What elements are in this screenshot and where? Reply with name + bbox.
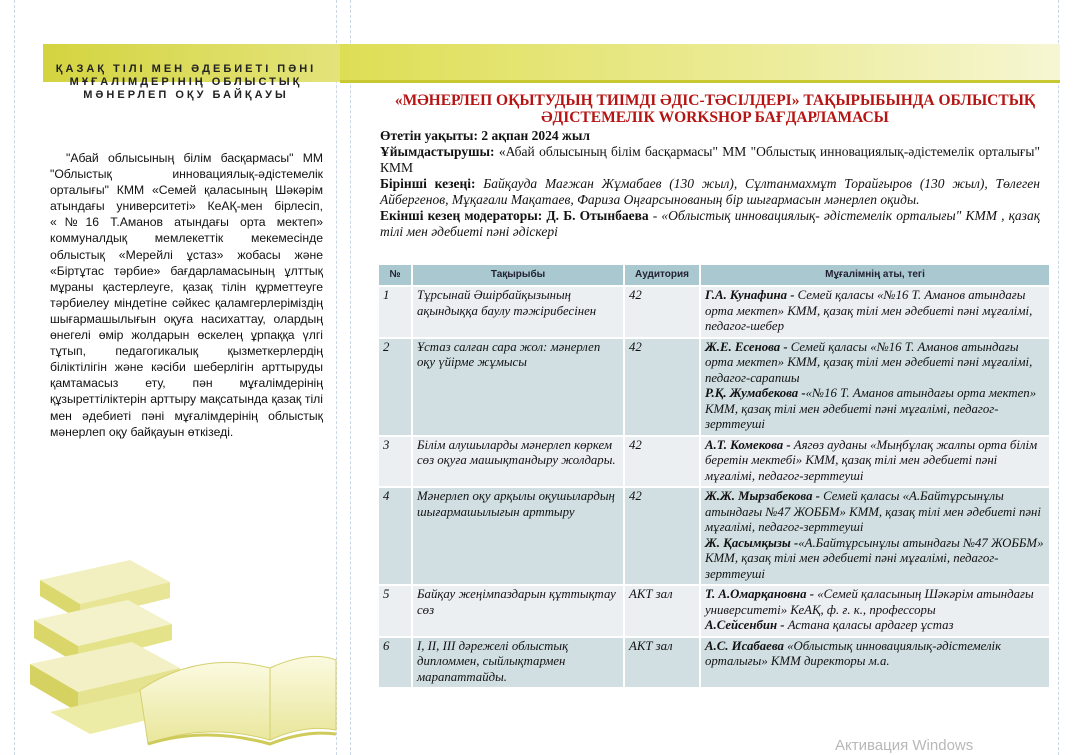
row-num: 2 — [378, 338, 412, 436]
stage1-label: Бірінші кезеңі: — [380, 176, 476, 191]
row-teachers — [700, 338, 1050, 436]
teacher-entry — [705, 386, 1045, 433]
row-num: 5 — [378, 585, 412, 637]
organizer-value: «Абай облысының білім басқармасы" ММ "Облыстық инновациялық-әдістемелік орталығы" КММ — [380, 144, 1041, 175]
stage2-value: - «Облыстық инновациялық- әдістемелік орталығы" КММ , қазақ тілі мен әдебиеті пәні әдіскері — [380, 208, 1041, 239]
contest-title: ҚАЗАҚ ТІЛІ МЕН ӘДЕБИЕТІ ПӘНІ МҰҒАЛІМДЕРІНІҢ ОБЛЫСТЫҚ МӘНЕРЛЕП ОҚУ БАЙҚАУЫ — [55, 63, 317, 101]
teacher-description: «Облыстық инновациялық-әдістемелік орталығы» КММ директоры м.а. — [705, 638, 1002, 668]
main-header-bar — [340, 44, 1060, 82]
date-line — [380, 128, 1040, 144]
row-topic: Ұстаз салған сара жол: мәнерлеп оқу үйірме жұмысы — [412, 338, 624, 436]
organizer-label: Ұйымдастырушы: — [380, 144, 495, 159]
row-auditorium: 42 — [624, 487, 700, 585]
teacher-description: «Семей қаласының Шәкәрім атындағы университеті» КеАҚ, ф. ғ. к., профессоры — [705, 587, 1034, 617]
header-auditorium: Аудитория — [624, 264, 700, 286]
row-topic: Байқау жеңімпаздарын құттықтау сөз — [412, 585, 624, 637]
intro-paragraph: "Абай облысының білім басқармасы" ММ "Облыстық инновациялық-әдістемелік орталығы" КММ «Семей қаласының Шәкәрім атындағы университеті» КеАҚ-мен бірлесіп, «№16 Т.Аманов атындағы орта мектеп» коммуналдық мемлекеттік мекемесінде облыстық «Мерейлі ұстаз» жобасы және «Біртұтас тәрбие» бағдарламасының ұлттық мұраны қастерлеуге, қазақ тілін құрметтеуге тәрбиелеу міндетіне сәйкес қаламгерлеріміздің шығармашылығын оқуға насихаттау, олардың өнегелі өмір жолдарын өскелең ұрпаққа үлгі тұтып, педагогикалық қызметкерлердің біліктілігін және кәсіби шеберлігін арттыруды қамтамасыз ету, пән мұғалімдерінің құзыреттіліктерін арттыру мақсатында қазақ тілі мен әдебиеті пәні мұғалімдерінің облыстық мәнерлеп оқу байқауын өткізеді. — [50, 151, 323, 439]
teacher-description: Астана қаласы ардагер ұстаз — [784, 618, 954, 632]
windows-activation-watermark: Активация Windows — [835, 737, 974, 754]
teacher-name: Ж. Қасымқызы - — [705, 535, 799, 550]
teacher-description: Аягөз ауданы «Мыңбұлақ жалпы орта білім беретін мектебі» КММ, қазақ тілі мен әдебиеті пәні мұғалімі, педагог-зерттеуші — [705, 437, 1038, 483]
table-row — [378, 585, 1050, 637]
teacher-description: Семей қаласы «№16 Т. Аманов атындағы орта мектеп» КММ, қазақ тілі мен әдебиеті пәні мұғалімі, педагог-шебер — [705, 288, 1033, 333]
program-info — [380, 128, 1040, 240]
row-topic: Тұрсынай Әшірбайқызының ақындыққа баулу тәжірибесінен — [412, 286, 624, 338]
teacher-entry — [705, 618, 1045, 634]
row-topic: I, II, III дәрежелі облыстық дипломмен, сыйлықтармен марапаттайды. — [412, 637, 624, 689]
teacher-entry — [705, 438, 1045, 485]
header-strip — [340, 80, 1060, 83]
table-row — [378, 637, 1050, 689]
teacher-description: Семей қаласы «А.Байтұрсынұлы атындағы №47 ЖОББМ» КММ, қазақ тілі мен әдебиеті пәні мұғалімі, педагог-зерттеуші — [705, 489, 1041, 534]
teacher-name: Ж.Е. Есенова - — [705, 339, 788, 354]
date-value: 2 ақпан 2024 жыл — [481, 128, 590, 143]
teacher-name: А.Сейсенбин - — [705, 618, 785, 632]
row-teachers — [700, 585, 1050, 637]
stage2-line — [380, 208, 1040, 240]
row-auditorium: АКТ зал — [624, 585, 700, 637]
row-topic: Білім алушыларды мәнерлеп көркем сөз оқуға машықтандыру жолдары. — [412, 436, 624, 488]
page-border-left — [14, 0, 16, 755]
program-title: «МӘНЕРЛЕП ОҚЫТУДЫҢ ТИІМДІ ӘДІС-ТӘСІЛДЕРІ» ТАҚЫРЫБЫНДА ОБЛЫСТЫҚ ӘДІСТЕМЕЛІК WORKSHOP БАҒДАРЛАМАСЫ — [394, 92, 1036, 126]
teacher-name: А.Т. Комекова - — [705, 437, 791, 452]
stage2-label: Екінші кезең модераторы: — [380, 208, 543, 223]
row-num: 6 — [378, 637, 412, 689]
row-topic: Мәнерлеп оқу арқылы оқушылардың шығармашылығын арттыру — [412, 487, 624, 585]
teacher-name: Ж.Ж. Мырзабекова - — [705, 489, 820, 503]
row-num: 1 — [378, 286, 412, 338]
row-teachers — [700, 637, 1050, 689]
teacher-entry — [705, 536, 1045, 583]
row-teachers — [700, 436, 1050, 488]
row-auditorium: 42 — [624, 436, 700, 488]
row-auditorium: 42 — [624, 286, 700, 338]
page-border-right — [1058, 0, 1060, 755]
row-num: 3 — [378, 436, 412, 488]
teacher-name: Г.А. Кунафина - — [705, 288, 795, 302]
table-row — [378, 487, 1050, 585]
teacher-entry — [705, 340, 1045, 387]
date-label: Өтетін уақыты: — [380, 128, 478, 143]
column-border-2 — [350, 0, 352, 755]
stage2-moderator: Д. Б. Отынбаева — [546, 208, 649, 223]
teacher-description: «А.Байтұрсынұлы атындағы №47 ЖОББМ» КММ, қазақ тілі мен әдебиеті пәні мұғалімі, педагог-зерттеуші — [705, 535, 1044, 581]
table-row — [378, 286, 1050, 338]
row-num: 4 — [378, 487, 412, 585]
header-num: № — [378, 264, 412, 286]
row-teachers — [700, 487, 1050, 585]
program-table — [377, 263, 1051, 689]
table-row — [378, 338, 1050, 436]
teacher-entry — [705, 587, 1045, 618]
organizer-line — [380, 144, 1040, 176]
row-auditorium: 42 — [624, 338, 700, 436]
books-illustration — [20, 540, 338, 750]
table-row — [378, 436, 1050, 488]
teacher-description: «№16 Т. Аманов атындағы орта мектеп» КММ, қазақ тілі мен әдебиеті пәні мұғалімі, педагог-зерттеуші — [705, 386, 1037, 431]
teacher-name: Т. А.Омарқановна - — [705, 587, 815, 601]
row-auditorium: АКТ зал — [624, 637, 700, 689]
row-teachers — [700, 286, 1050, 338]
teacher-name: А.С. Исабаева — [705, 638, 784, 653]
teacher-entry — [705, 489, 1045, 536]
table-header-row — [378, 264, 1050, 286]
stage1-line — [380, 176, 1040, 208]
teacher-description: Семей қаласы «№16 Т. Аманов атындағы орта мектеп» КММ, қазақ тілі мен әдебиеті пәні мұғалімі, педагог-сарапшы — [705, 339, 1033, 385]
teacher-entry — [705, 639, 1045, 670]
header-topic: Тақырыбы — [412, 264, 624, 286]
stage1-value: Байқауда Мағжан Жұмабаев (130 жыл), Сұлтанмахмұт Торайғыров (130 жыл), Төлеген Айбергенов, Мұқағали Мақатаев, Фариза Оңғарсынованың бір шығармасын мәнерлеп оқиды. — [380, 176, 1040, 207]
teacher-entry — [705, 288, 1045, 335]
header-teacher: Мұғалімнің аты, тегі — [700, 264, 1050, 286]
teacher-name: Р.Қ. Жумабекова - — [705, 386, 806, 400]
